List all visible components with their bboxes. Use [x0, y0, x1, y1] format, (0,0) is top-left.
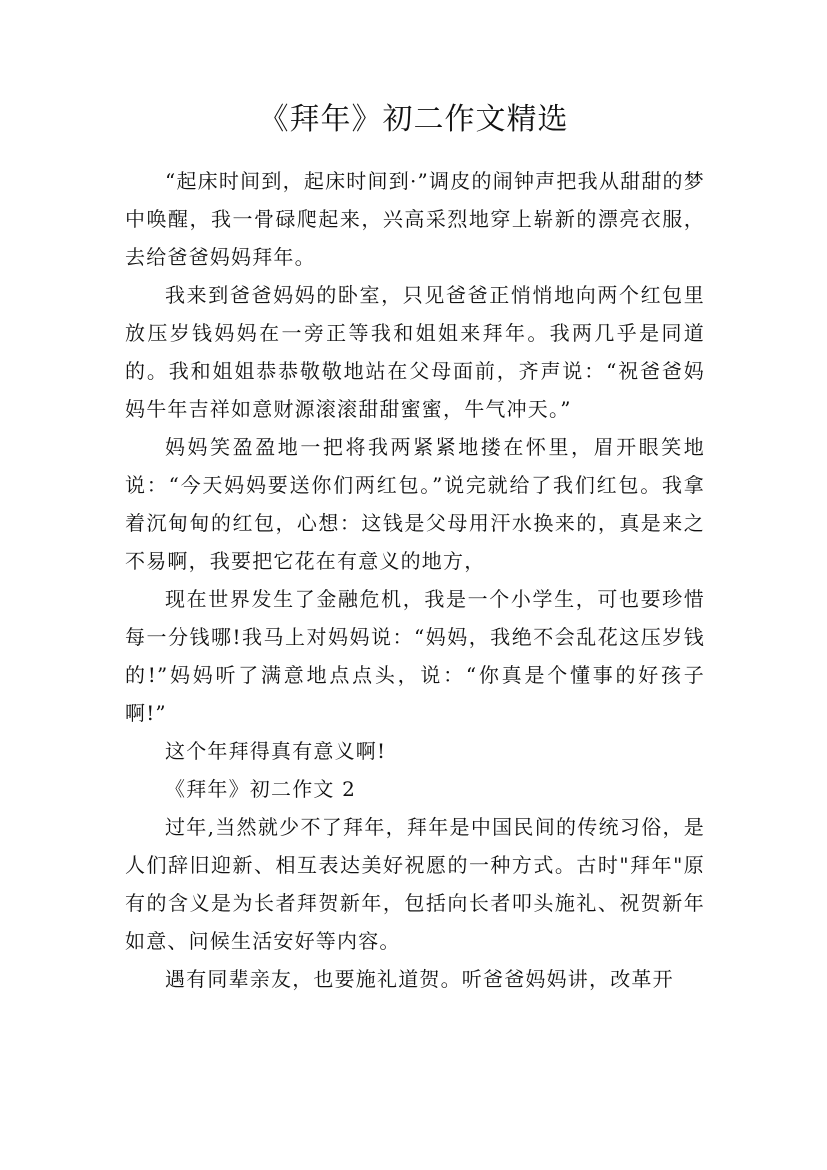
paragraph-red-envelopes: 妈妈笑盈盈地一把将我两紧紧地搂在怀里，眉开眼笑地说：“今天妈妈要送你们两红包。”说完就给了我们红包。我拿着沉甸甸的红包，心想：这钱是父母用汗水换来的，真是来之不易啊，我要把它花在有意义的地方， — [125, 435, 705, 573]
paragraph-peer-greetings: 遇有同辈亲友，也要施礼道贺。听爸爸妈妈讲，改革开 — [165, 967, 674, 991]
essay-2-heading: 《拜年》初二作文 2 — [165, 777, 357, 801]
paragraph-parents-bedroom: 我来到爸爸妈妈的卧室，只见爸爸正悄悄地向两个红包里放压岁钱妈妈在一旁正等我和姐姐来拜年。我两几乎是同道的。我和姐姐恭恭敬敬地站在父母面前，齐声说：“祝爸爸妈妈牛年吉祥如意财源滚滚甜甜蜜蜜，牛气冲天。” — [125, 283, 705, 421]
document-body — [125, 162, 705, 998]
paragraph-financial-crisis: 现在世界发生了金融危机，我是一个小学生，可也要珍惜每一分钱哪!我马上对妈妈说：“妈妈，我绝不会乱花这压岁钱的!”妈妈听了满意地点点头，说：“你真是个懂事的好孩子啊!” — [125, 587, 705, 725]
paragraph-alarm-clock: “起床时间到，起床时间到·”调皮的闹钟声把我从甜甜的梦中唤醒，我一骨碌爬起来，兴高采烈地穿上崭新的漂亮衣服，去给爸爸妈妈拜年。 — [125, 169, 705, 269]
paragraph-meaningful-new-year: 这个年拜得真有意义啊! — [165, 739, 387, 763]
paragraph-new-year-custom: 过年,当然就少不了拜年，拜年是中国民间的传统习俗，是人们辞旧迎新、相互表达美好祝愿的一种方式。古时"拜年"原有的含义是为长者拜贺新年，包括向长者叩头施礼、祝贺新年如意、问候生活安好等内容。 — [125, 815, 705, 953]
document-title: 《拜年》初二作文精选 — [258, 102, 569, 137]
